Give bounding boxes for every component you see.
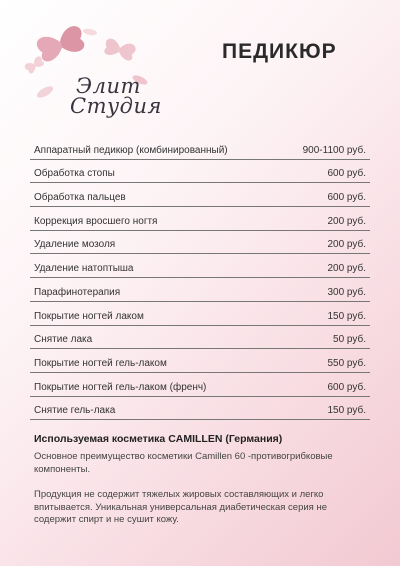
cosmetics-paragraph-2: Продукция не содержит тяжелых жировых составляющих и легко впитывается. Уникальная универсальная диабетическая серия не содержит спирт и не сушит кожу. xyxy=(34,489,327,525)
service-price: 50 руб. xyxy=(333,334,366,346)
page-title: ПЕДИКЮР xyxy=(222,40,337,63)
service-name: Обработка пальцев xyxy=(34,192,126,204)
price-row xyxy=(30,160,370,184)
service-price: 550 руб. xyxy=(327,357,366,369)
service-price: 200 руб. xyxy=(327,263,366,275)
logo-text-line1: Элит xyxy=(76,74,141,98)
service-name: Снятие гель-лака xyxy=(34,405,116,417)
service-name: Снятие лака xyxy=(34,334,93,346)
logo-text-line2: Студия xyxy=(70,94,162,118)
service-name: Покрытие ногтей лаком xyxy=(34,310,144,322)
price-row xyxy=(30,254,370,278)
service-price: 600 руб. xyxy=(327,168,366,180)
service-name: Покрытие ногтей гель-лаком (френч) xyxy=(34,381,207,393)
price-table xyxy=(30,136,370,420)
service-name: Парафинотерапия xyxy=(34,286,121,298)
service-name: Удаление натоптыша xyxy=(34,263,134,275)
service-price: 900-1100 руб. xyxy=(302,144,366,156)
price-row xyxy=(30,397,370,421)
price-row xyxy=(30,373,370,397)
service-price: 150 руб. xyxy=(327,310,366,322)
cosmetics-heading: Используемая косметика CAMILLEN (Германия) xyxy=(34,433,283,445)
price-row xyxy=(30,302,370,326)
price-row xyxy=(30,136,370,160)
service-price: 200 руб. xyxy=(327,215,366,227)
service-name: Удаление мозоля xyxy=(34,239,116,251)
price-row xyxy=(30,183,370,207)
cosmetics-paragraph-1: Основное преимущество косметики Camillen 60 -противогрибковые компоненты. xyxy=(34,451,333,475)
price-row xyxy=(30,207,370,231)
service-price: 200 руб. xyxy=(327,239,366,251)
service-name: Покрытие ногтей гель-лаком xyxy=(34,357,167,369)
service-price: 600 руб. xyxy=(327,192,366,204)
service-price: 300 руб. xyxy=(327,286,366,298)
studio-logo xyxy=(20,20,160,120)
price-row xyxy=(30,278,370,302)
service-name: Коррекция вросшего ногтя xyxy=(34,215,158,227)
service-price: 150 руб. xyxy=(327,405,366,417)
service-name: Обработка стопы xyxy=(34,168,115,180)
service-name: Аппаратный педикюр (комбинированный) xyxy=(34,144,228,156)
price-row xyxy=(30,349,370,373)
price-row xyxy=(30,326,370,350)
price-row xyxy=(30,231,370,255)
service-price: 600 руб. xyxy=(327,381,366,393)
